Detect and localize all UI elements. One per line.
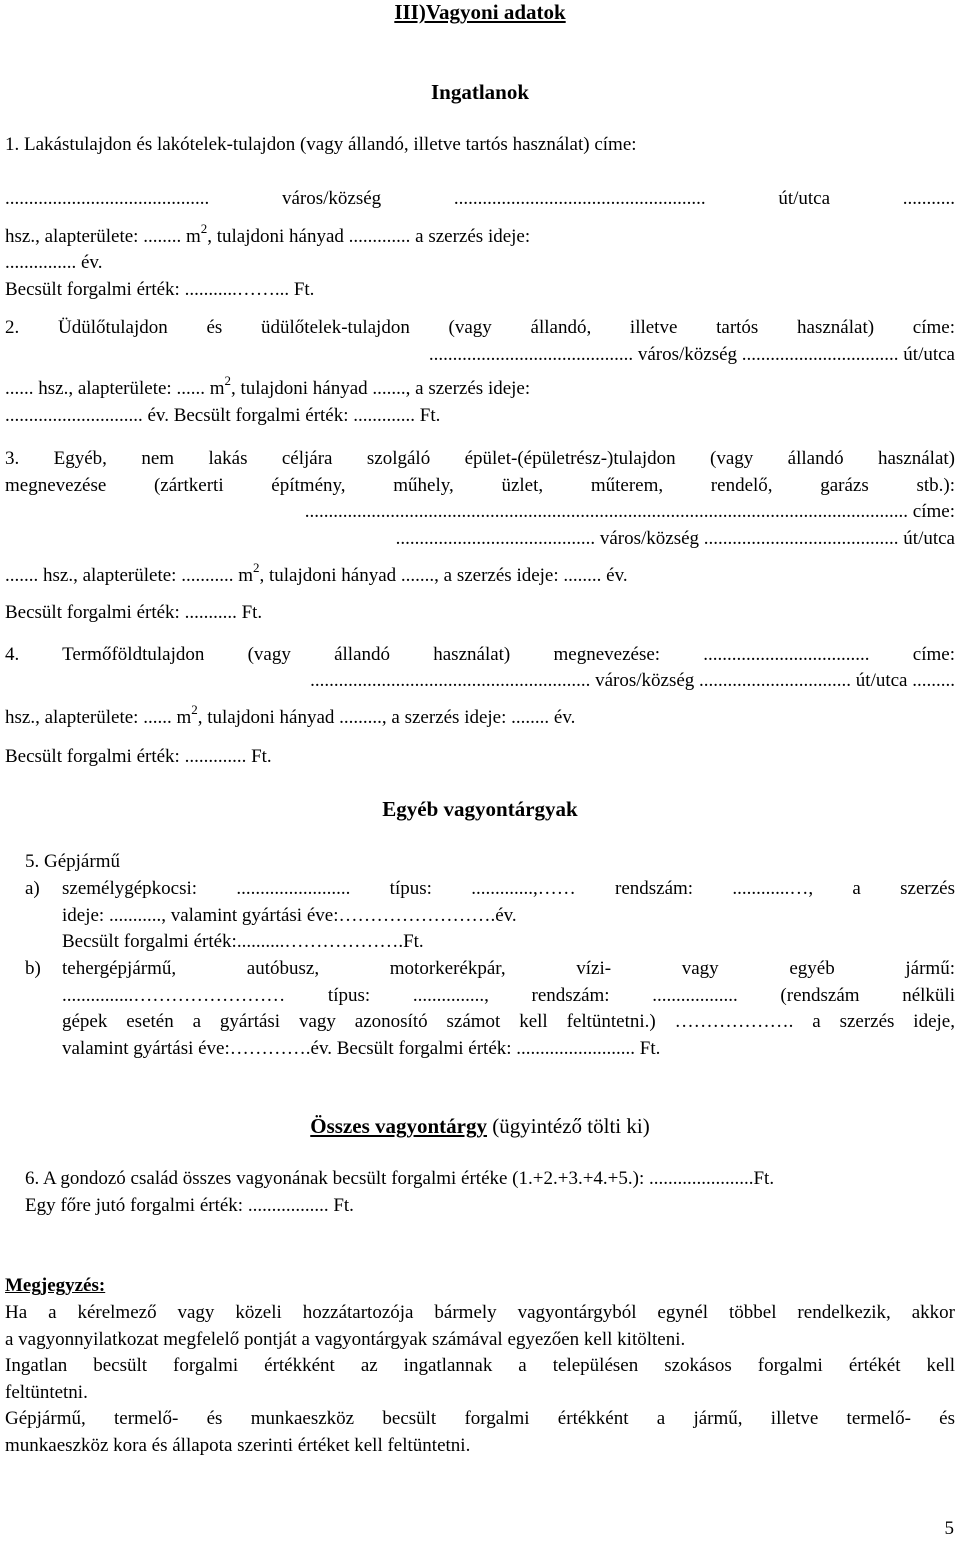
item2-line1: 2. Üdülőtulajdon és üdülőtelek-tulajdon (vagy állandó, illetve tartós használat) címe:: [5, 317, 955, 338]
item5-b-line1: tehergépjármű, autóbusz, motorkerékpár, vízi- vagy egyéb jármű:: [62, 958, 955, 979]
item5-b-line3: gépek esetén a gyártási vagy azonosító számot kell feltüntetni.) ………………. a szerzés ideje,: [62, 1011, 955, 1032]
item3-line5a: ....... hsz., alapterülete: ........... m: [5, 565, 253, 586]
item1-line1: 1. Lakástulajdon és lakótelek-tulajdon (vagy állandó, illetve tartós használat) címe:: [5, 134, 637, 155]
item2-line3a: ...... hsz., alapterülete: ...... m: [5, 378, 225, 399]
superscript-2: 2: [191, 701, 198, 717]
superscript-2: 2: [224, 372, 231, 388]
megjegyzes-line1: Ha a kérelmező vagy közeli hozzátartozója bármely vagyontárgyból egynél többel rendelkezik, akkor: [5, 1302, 955, 1323]
item4-line3: [5, 701, 955, 730]
item1-line3b: , tulajdoni hányad ............. a szerzés ideje:: [207, 226, 531, 247]
megjegyzes-line5: Gépjármű, termelő- és munkaeszköz becsült forgalmi értékként a jármű, illetve termelő- és: [5, 1408, 955, 1429]
ingatlanok-heading: Ingatlanok: [430, 80, 530, 104]
item1-line3: [5, 220, 955, 249]
egyeb-heading: Egyéb vagyontárgyak: [382, 797, 578, 821]
item5-b-label: b): [25, 958, 41, 979]
item1-line2: ........................................... város/község ..................................................... út/utca ...........: [5, 188, 955, 209]
osszes-line1: 6. A gondozó család összes vagyonának becsült forgalmi értéke (1.+2.+3.+4.+5.): ......................Ft.: [25, 1168, 775, 1189]
item5-a-line1: személygépkocsi: ........................ típus: .............,…… rendszám: ............…, a szerzés: [62, 878, 955, 899]
item5-b-line4: valamint gyártási éve:………….év. Becsült forgalmi érték: ......................... Ft.: [62, 1038, 661, 1059]
item4-line4: Becsült forgalmi érték: ............. Ft.: [5, 746, 272, 767]
item3-line1: 3. Egyéb, nem lakás céljára szolgáló épület-(épületrész-)tulajdon (vagy állandó használat): [5, 448, 955, 469]
item3-line5b: , tulajdoni hányad ......., a szerzés ideje: ........ év.: [259, 565, 628, 586]
item4-line1: 4. Termőföldtulajdon (vagy állandó használat) megnevezése: ................................... címe:: [5, 644, 955, 665]
superscript-2: 2: [253, 559, 260, 575]
item4-line3b: , tulajdoni hányad ........., a szerzés ideje: ........ év.: [197, 707, 576, 728]
megjegyzes-line3: Ingatlan becsült forgalmi értékként az ingatlannak a településen szokásos forgalmi értékét kell: [5, 1355, 955, 1376]
item2-line3b: , tulajdoni hányad ......., a szerzés ideje:: [231, 378, 531, 399]
item3-line3: ............................................................................................................................... címe:: [304, 501, 955, 522]
item5-title: 5. Gépjármű: [25, 851, 120, 872]
osszes-heading-bold: Összes vagyontárgy: [310, 1114, 487, 1138]
megjegyzes-label: Megjegyzés:: [5, 1275, 106, 1296]
item4-line3a: hsz., alapterülete: ...... m: [5, 707, 192, 728]
item2-line3: [5, 372, 955, 401]
section-title: III)Vagyoni adatok: [394, 0, 566, 24]
item1-line4: ............... év.: [5, 252, 103, 273]
megjegyzes-line4: feltüntetni.: [5, 1382, 88, 1403]
item4-line2: ........................................................... város/község ................................ út/utca .........: [310, 670, 955, 691]
megjegyzes-line2: a vagyonnyilatkozat megfelelő pontját a vagyontárgyak számával egyezően kell kitölteni.: [5, 1329, 686, 1350]
item1-line5: Becsült forgalmi érték: ...........……... Ft.: [5, 279, 315, 300]
item3-line4: .......................................... város/község ......................................... út/utca: [395, 528, 955, 549]
item5-b-line2: ...............…………………… típus: ..............., rendszám: .................. (rendszám nélküli: [62, 985, 955, 1006]
item2-line4: ............................. év. Becsült forgalmi érték: ............. Ft.: [5, 405, 441, 426]
osszes-line2: Egy főre jutó forgalmi érték: ................. Ft.: [25, 1195, 354, 1216]
megjegyzes-line6: munkaeszköz kora és állapota szerinti értéket kell feltüntetni.: [5, 1435, 471, 1456]
item1-line3a: hsz., alapterülete: ........ m: [5, 226, 201, 247]
item5-a-label: a): [25, 878, 40, 899]
item5-a-line3: Becsült forgalmi érték:..........……………….Ft.: [62, 931, 424, 952]
osszes-heading: [0, 1114, 960, 1138]
item2-line2: ........................................... város/község ................................. út/utca: [428, 344, 955, 365]
item3-line5: [5, 559, 955, 588]
page-number: 5: [944, 1518, 954, 1539]
superscript-2: 2: [200, 220, 208, 236]
item3-line6: Becsült forgalmi érték: ........... Ft.: [5, 602, 263, 623]
item5-a-line2: ideje: ..........., valamint gyártási éve:…………………….év.: [62, 905, 517, 926]
item3-line2: megnevezése (zártkerti építmény, műhely, üzlet, műterem, rendelő, garázs stb.):: [5, 475, 955, 496]
osszes-heading-rest: (ügyintéző tölti ki): [487, 1114, 650, 1138]
